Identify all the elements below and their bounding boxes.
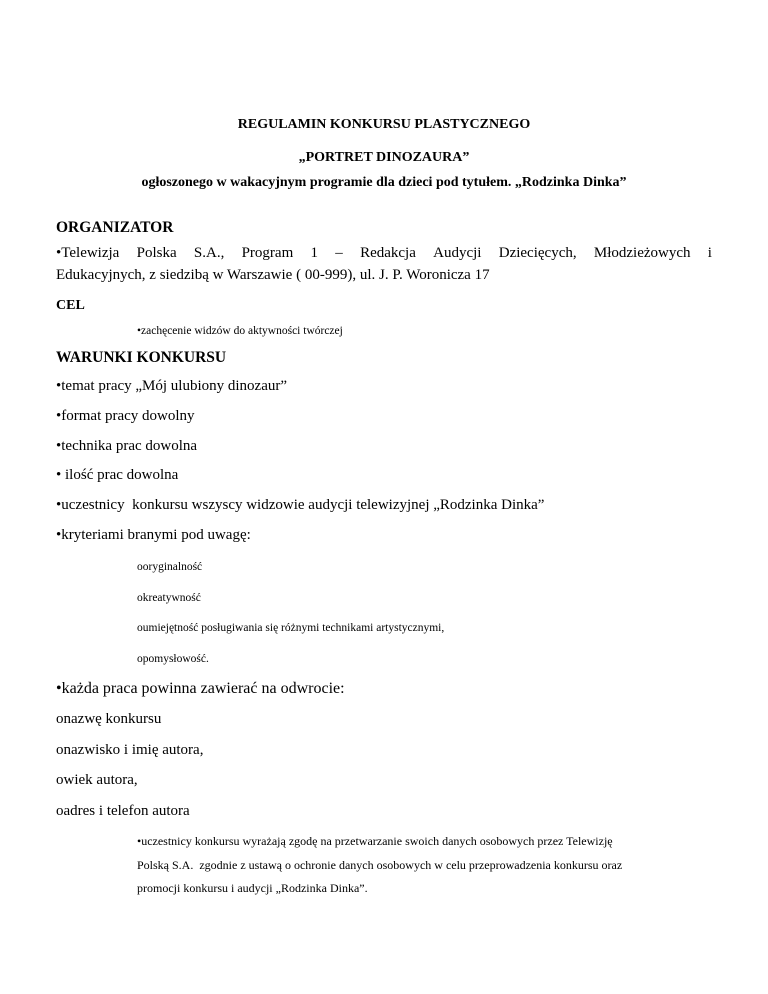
circle-bullet-icon: o bbox=[56, 742, 64, 758]
circle-bullet-icon: o bbox=[137, 592, 143, 604]
back-item: oadres i telefon autora bbox=[56, 803, 190, 819]
section-heading-goal: CEL bbox=[56, 298, 85, 313]
condition-item: •technika prac dowolna bbox=[56, 438, 198, 454]
organizer-word: i bbox=[707, 245, 712, 261]
circle-bullet-icon: o bbox=[56, 711, 64, 727]
circle-bullet-icon: o bbox=[56, 772, 64, 788]
bullet-icon: • bbox=[56, 378, 62, 394]
goal-item: •zachęcenie widzów do aktywności twórczej bbox=[137, 325, 343, 337]
bullet-icon: • bbox=[56, 438, 62, 454]
organizer-word: Polska bbox=[136, 245, 177, 261]
organizer-line-2: Edukacyjnych, z siedzibą w Warszawie ( 00-999), ul. J. P. Woronicza 17 bbox=[56, 267, 490, 283]
organizer-word: Dziecięcych, bbox=[498, 245, 577, 261]
bullet-icon: • bbox=[56, 497, 62, 513]
document-tagline: ogłoszonego w wakacyjnym programie dla dzieci pod tytułem. „Rodzinka Dinka” bbox=[141, 175, 627, 190]
document-subtitle: „PORTRET DINOZAURA” bbox=[298, 150, 470, 165]
organizer-word: – bbox=[335, 245, 343, 261]
circle-bullet-icon: o bbox=[137, 653, 143, 665]
circle-bullet-icon: o bbox=[137, 561, 143, 573]
circle-bullet-icon: o bbox=[137, 622, 143, 634]
organizer-word: Audycji bbox=[433, 245, 482, 261]
consent-line-3: promocji konkursu i audycji „Rodzinka Dinka”. bbox=[137, 881, 368, 895]
condition-item: •uczestnicy konkursu wszyscy widzowie audycji telewizyjnej „Rodzinka Dinka” bbox=[56, 497, 545, 513]
consent-line-2: Polską S.A. zgodnie z ustawą o ochronie danych osobowych w celu przeprowadzenia konkursu oraz bbox=[137, 858, 623, 872]
bullet-icon: • bbox=[56, 467, 62, 483]
organizer-word: Program bbox=[241, 245, 294, 261]
condition-item: •kryteriami branymi pod uwagę: bbox=[56, 527, 251, 543]
organizer-word: 1 bbox=[310, 245, 319, 261]
criteria-item: okreatywność bbox=[137, 592, 201, 604]
back-item: onazwę konkursu bbox=[56, 711, 162, 727]
condition-item: •temat pracy „Mój ulubiony dinozaur” bbox=[56, 378, 288, 394]
circle-bullet-icon: o bbox=[56, 803, 64, 819]
bullet-icon: • bbox=[137, 325, 142, 337]
bullet-icon: • bbox=[56, 408, 62, 424]
criteria-item: opomysłowość. bbox=[137, 653, 209, 665]
back-heading: •każda praca powinna zawierać na odwrocie: bbox=[56, 680, 345, 697]
consent-line-1: •uczestnicy konkursu wyrażają zgodę na przetwarzanie swoich danych osobowych przez Telewizję bbox=[137, 834, 613, 848]
organizer-word: Redakcja bbox=[360, 245, 416, 261]
document-title: REGULAMIN KONKURSU PLASTYCZNEGO bbox=[237, 117, 531, 132]
condition-item: •format pracy dowolny bbox=[56, 408, 195, 424]
bullet-icon: • bbox=[56, 527, 62, 543]
back-item: onazwisko i imię autora, bbox=[56, 742, 204, 758]
condition-item: • ilość prac dowolna bbox=[56, 467, 179, 483]
section-heading-organizer: ORGANIZATOR bbox=[56, 219, 174, 236]
organizer-word: S.A., bbox=[193, 245, 225, 261]
organizer-word: •Telewizja bbox=[56, 245, 120, 261]
organizer-line-1 bbox=[56, 245, 712, 262]
organizer-word: Młodzieżowych bbox=[593, 245, 691, 261]
bullet-icon: • bbox=[137, 834, 142, 848]
section-heading-conditions: WARUNKI KONKURSU bbox=[56, 349, 227, 366]
back-item: owiek autora, bbox=[56, 772, 138, 788]
bullet-icon: • bbox=[56, 680, 62, 697]
criteria-item: oumiejętność posługiwania się różnymi technikami artystycznymi, bbox=[137, 622, 445, 634]
criteria-item: ooryginalność bbox=[137, 561, 203, 573]
